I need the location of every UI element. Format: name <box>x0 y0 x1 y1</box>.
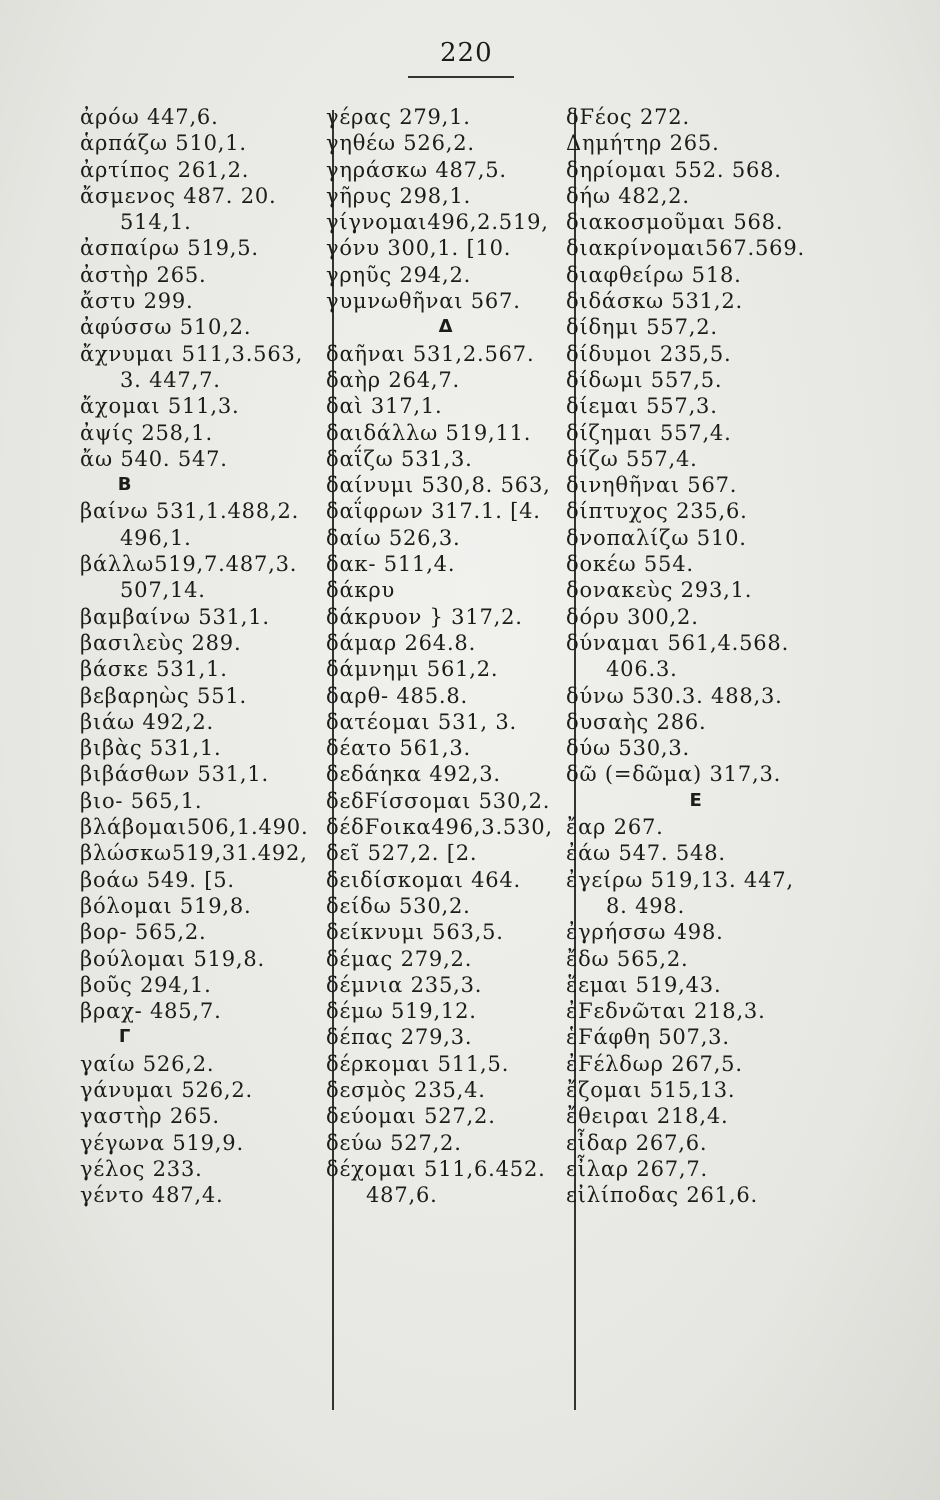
letter-heading: Δ <box>438 316 454 338</box>
index-entry: ἕεμαι 519,43. <box>566 972 722 997</box>
index-entry: δϜέος 272. <box>566 105 690 129</box>
index-entry: δίδωμι 557,5. <box>566 367 723 392</box>
index-entry: ἀψίς 258,1. <box>80 420 213 445</box>
letter-heading: E <box>689 789 703 811</box>
index-entry: ἄω 540. 547. <box>80 446 228 471</box>
index-entry: δύναμαι 561,4.568. <box>566 630 790 655</box>
index-entry: βοάω 549. [5. <box>80 867 235 892</box>
index-entry: βιο- 565,1. <box>80 788 203 813</box>
index-column-3 <box>566 104 826 1208</box>
index-entry: ἔζομαι 515,13. <box>566 1077 736 1102</box>
index-entry: δέμνια 235,3. <box>326 972 483 997</box>
index-entry: διακοσμοῦμαι 568. <box>566 210 784 235</box>
index-entry: δίεμαι 557,3. <box>566 394 718 419</box>
index-entry: δάμαρ 264.8. <box>326 630 477 655</box>
index-entry: δάμνημι 561,2. <box>326 657 499 682</box>
index-entry: ἄχομαι 511,3. <box>80 394 240 419</box>
index-entry: ἐγρήσσω 498. <box>566 920 724 945</box>
index-entry: ἀρτίπος 261,2. <box>80 157 250 182</box>
index-entry: βεβαρηὼς 551. <box>80 683 247 708</box>
index-entry: γυμνωθῆναι 567. <box>326 289 521 314</box>
index-entry: δηρίομαι 552. 568. <box>566 157 782 182</box>
index-entry: δειδίσκομαι 464. <box>326 867 522 892</box>
index-entry: δύω 530,3. <box>566 736 691 761</box>
index-entry: βιάω 492,2. <box>80 709 214 734</box>
index-entry: 507,14. <box>120 578 206 603</box>
index-entry: δάκρυον } 317,2. <box>326 604 523 629</box>
index-entry: βιβάσθων 531,1. <box>80 762 270 787</box>
index-entry: δοκέω 554. <box>566 552 694 577</box>
index-entry: δύνω 530.3. 488,3. <box>566 683 783 708</box>
index-entry: βλώσκω519,31.492, <box>80 841 308 866</box>
index-entry: γρηῦς 294,2. <box>326 262 472 287</box>
index-entry: ἄσμενος 487. 20. <box>80 183 277 208</box>
index-entry: δέατο 561,3. <box>326 736 472 761</box>
index-entry: βαίνω 531,1.488,2. <box>80 499 300 524</box>
index-entry: 514,1. <box>120 210 192 235</box>
index-entry: δινηθῆναι 567. <box>566 473 738 498</box>
index-entry: ἄστυ 299. <box>80 289 194 314</box>
index-entry: ἐϜεδνῶται 218,3. <box>566 999 766 1024</box>
index-entry: γηθέω 526,2. <box>326 131 475 156</box>
index-entry: γάνυμαι 526,2. <box>80 1077 253 1102</box>
index-entry: γαστὴρ 265. <box>80 1104 220 1129</box>
index-entry: δυσαὴς 286. <box>566 709 707 734</box>
index-entry: δαὴρ 264,7. <box>326 367 461 392</box>
index-entry: δείδω 530,2. <box>326 893 471 918</box>
index-entry: δαιδάλλω 519,11. <box>326 420 532 445</box>
index-entry: γηράσκω 487,5. <box>326 157 507 182</box>
page-number: 220 <box>440 38 493 68</box>
index-entry: βορ- 565,2. <box>80 920 207 945</box>
index-entry: γέντο 487,4. <box>80 1183 224 1208</box>
index-column-1 <box>80 104 330 1208</box>
index-entry: βραχ- 485,7. <box>80 999 222 1024</box>
index-entry: δέδϜοικα496,3.530, <box>326 815 553 840</box>
index-entry: δεῖ 527,2. [2. <box>326 841 478 866</box>
index-entry: βούλομαι 519,8. <box>80 946 266 971</box>
index-entry: βάσκε 531,1. <box>80 657 228 682</box>
index-entry: γέγωνα 519,9. <box>80 1130 244 1155</box>
index-entry: γέρας 279,1. <box>326 105 471 129</box>
index-entry: διακρίνομαι567.569. <box>566 236 805 261</box>
index-entry: ἑϜάφθη 507,3. <box>566 1025 730 1050</box>
index-entry: γαίω 526,2. <box>80 1051 215 1076</box>
index-entry: εἶλαρ 267,7. <box>566 1156 709 1181</box>
index-entry: δαΐζω 531,3. <box>326 446 473 471</box>
index-entry: δέχομαι 511,6.452. <box>326 1156 546 1181</box>
index-entry: γίγνομαι496,2.519, <box>326 210 549 235</box>
index-entry: δακ- 511,4. <box>326 552 456 577</box>
index-entry: 496,1. <box>120 525 192 550</box>
index-entry: ἀσπαίρω 519,5. <box>80 236 259 261</box>
index-entry: διαφθείρω 518. <box>566 262 742 287</box>
index-entry: βόλομαι 519,8. <box>80 893 252 918</box>
index-entry: βοῦς 294,1. <box>80 972 212 997</box>
index-entry: δάκρυ <box>326 578 396 603</box>
index-entry: δέπας 279,3. <box>326 1025 473 1050</box>
index-entry: 3. 447,7. <box>120 367 221 392</box>
index-entry: ἀφύσσω 510,2. <box>80 315 252 340</box>
index-entry: δαρθ- 485.8. <box>326 683 468 708</box>
index-entry: δίζω 557,4. <box>566 446 698 471</box>
index-column-2 <box>326 104 566 1208</box>
index-entry: ἀστὴρ 265. <box>80 262 207 287</box>
index-entry: δαΐφρων 317.1. [4. <box>326 499 541 524</box>
index-entry: δαίω 526,3. <box>326 525 461 550</box>
index-entry: δνοπαλίζω 510. <box>566 525 747 550</box>
index-entry: δεδϜίσσομαι 530,2. <box>326 788 551 813</box>
index-entry: δείκνυμι 563,5. <box>326 920 504 945</box>
index-entry: ἔδω 565,2. <box>566 946 689 971</box>
index-entry: ἔθειραι 218,4. <box>566 1104 729 1129</box>
index-entry: δαῆναι 531,2.567. <box>326 341 535 366</box>
index-entry: δατέομαι 531, 3. <box>326 709 517 734</box>
letter-heading: B <box>117 474 133 496</box>
index-entry: γῆρυς 298,1. <box>326 183 472 208</box>
index-entry: δίδημι 557,2. <box>566 315 718 340</box>
header-rule <box>408 76 514 78</box>
index-entry: γόνυ 300,1. [10. <box>326 236 512 261</box>
index-entry: 487,6. <box>366 1183 438 1208</box>
index-entry: ἀρόω 447,6. <box>80 105 219 129</box>
index-entry: εἰλίποδας 261,6. <box>566 1183 758 1208</box>
index-entry: βαμβαίνω 531,1. <box>80 604 270 629</box>
index-entry: δίδυμοι 235,5. <box>566 341 732 366</box>
index-entry: δέρκομαι 511,5. <box>326 1051 510 1076</box>
index-entry: δίζημαι 557,4. <box>566 420 732 445</box>
index-entry: βλάβομαι506,1.490. <box>80 815 309 840</box>
index-entry: δίπτυχος 235,6. <box>566 499 748 524</box>
index-entry: ἐάω 547. 548. <box>566 841 726 866</box>
index-entry: ἐγείρω 519,13. 447, <box>566 867 794 892</box>
index-entry: δαὶ 317,1. <box>326 394 443 419</box>
index-entry: Δημήτηρ 265. <box>566 131 720 156</box>
index-entry: δόρυ 300,2. <box>566 604 699 629</box>
index-entry: δεύομαι 527,2. <box>326 1104 496 1129</box>
index-entry: δεύω 527,2. <box>326 1130 462 1155</box>
index-entry: διδάσκω 531,2. <box>566 289 743 314</box>
index-entry: εἶδαρ 267,6. <box>566 1130 708 1155</box>
index-entry: 406.3. <box>606 657 678 682</box>
index-entry: γέλος 233. <box>80 1156 203 1181</box>
index-entry: βιβὰς 531,1. <box>80 736 222 761</box>
index-entry: δέμας 279,2. <box>326 946 473 971</box>
index-entry: βασιλεὺς 289. <box>80 630 242 655</box>
letter-heading: Γ <box>118 1026 132 1048</box>
index-entry: 8. 498. <box>606 893 686 918</box>
index-entry: ἐϜέλδωρ 267,5. <box>566 1051 743 1076</box>
index-entry: ἁρπάζω 510,1. <box>80 131 247 156</box>
index-entry: βάλλω519,7.487,3. <box>80 552 298 577</box>
index-entry: δῶ (=δῶμα) 317,3. <box>566 762 782 787</box>
index-entry: δαίνυμι 530,8. 563, <box>326 473 551 498</box>
index-entry: δεδάηκα 492,3. <box>326 762 501 787</box>
index-entry: δήω 482,2. <box>566 183 690 208</box>
index-entry: δέμω 519,12. <box>326 999 477 1024</box>
index-entry: ἔαρ 267. <box>566 815 664 840</box>
index-entry: δονακεὺς 293,1. <box>566 578 753 603</box>
index-entry: ἄχνυμαι 511,3.563, <box>80 341 304 366</box>
index-entry: δεσμὸς 235,4. <box>326 1077 486 1102</box>
